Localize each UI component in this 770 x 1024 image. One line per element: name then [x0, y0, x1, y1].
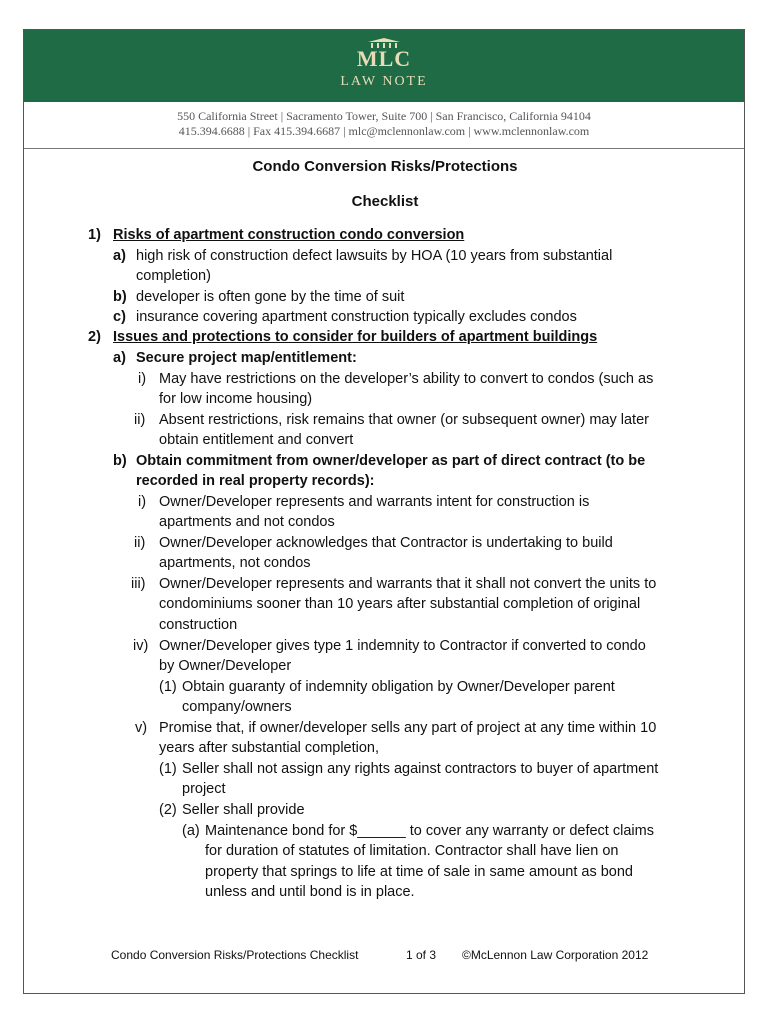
item-2b-iv-label: iv): [133, 638, 149, 654]
item-1a-label: a): [113, 248, 126, 264]
item-2b-label: b): [113, 453, 127, 469]
item-2a-i-label: i): [138, 371, 147, 387]
item-2b-i-text-2: apartments and not condos: [159, 514, 335, 530]
item-1c-label: c): [113, 309, 126, 325]
footer-document-name: Condo Conversion Risks/Protections Checklist: [111, 948, 359, 962]
item-1a-text-2: completion): [136, 268, 211, 284]
item-2b-v-2-text: Seller shall provide: [182, 802, 305, 818]
item-2b-heading-1: Obtain commitment from owner/developer as part of direct contract (to be: [136, 453, 646, 469]
item-2b-v-2a-label: (a): [182, 823, 200, 839]
firm-address: [24, 109, 744, 139]
item-2b-v-2a-text-1: Maintenance bond for $______ to cover any warranty or defect claims: [205, 823, 654, 839]
brand-subtitle: LAW NOTE: [340, 74, 428, 89]
item-2a-ii-text-2: obtain entitlement and convert: [159, 432, 354, 448]
item-2b-iii-text-3: construction: [159, 617, 238, 633]
item-2a-i-text-2: for low income housing): [159, 391, 313, 407]
item-2a-heading: Secure project map/entitlement:: [136, 350, 357, 366]
item-2b-v-1-text-1: Seller shall not assign any rights against contractors to buyer of apartment: [182, 761, 659, 777]
address-line-1: 550 California Street | Sacramento Tower, Suite 700 | San Francisco, California 94104: [177, 109, 591, 123]
document-title: Condo Conversion Risks/Protections: [252, 158, 518, 175]
item-1b-label: b): [113, 289, 127, 305]
item-2b-iv-text-2: by Owner/Developer: [159, 658, 292, 674]
brand-name: MLC: [356, 46, 412, 71]
item-2b-iii-text-1: Owner/Developer represents and warrants that it shall not convert the units to: [159, 576, 657, 592]
item-2b-ii-text-2: apartments, not condos: [159, 555, 311, 571]
item-2b-iv-1-label: (1): [159, 679, 177, 695]
item-2a-label: a): [113, 350, 126, 366]
header-banner: [24, 30, 744, 102]
item-2a-ii-text-1: Absent restrictions, risk remains that owner (or subsequent owner) may later: [159, 412, 649, 428]
item-2b-v-2a-text-2: for duration of statutes of limitation. Contractor shall have lien on: [205, 843, 619, 859]
address-line-2: 415.394.6688 | Fax 415.394.6687 | mlc@mclennonlaw.com | www.mclennonlaw.com: [178, 124, 590, 138]
item-2b-ii-label: ii): [134, 535, 146, 551]
item-2b-iv-1-text-2: company/owners: [182, 699, 292, 715]
item-2b-v-label: v): [135, 720, 148, 736]
item-2b-heading-2: recorded in real property records):: [136, 473, 375, 489]
item-2b-v-1-label: (1): [159, 761, 177, 777]
item-2b-iv-1-text-1: Obtain guaranty of indemnity obligation by Owner/Developer parent: [182, 679, 615, 695]
item-1b-text: developer is often gone by the time of suit: [136, 289, 405, 305]
mlc-logo: [24, 30, 744, 102]
section-1-number: 1): [88, 227, 101, 243]
section-2-heading: Issues and protections to consider for builders of apartment buildings: [113, 329, 598, 345]
item-2b-iii-label: iii): [131, 576, 146, 592]
item-2b-v-2a-text-3: property that springs to life at time of sale in same amount as bond: [205, 864, 633, 880]
item-2b-v-text-1: Promise that, if owner/developer sells any part of project at any time within 10: [159, 720, 657, 736]
header-divider: [24, 148, 744, 149]
item-2b-ii-text-1: Owner/Developer acknowledges that Contractor is undertaking to build: [159, 535, 613, 551]
section-1-heading: Risks of apartment construction condo conversion: [113, 227, 465, 243]
footer-copyright: ©McLennon Law Corporation 2012: [462, 948, 649, 962]
item-1a-text-1: high risk of construction defect lawsuits by HOA (10 years from substantial: [136, 248, 613, 264]
footer-page-number: 1 of 3: [406, 948, 437, 962]
item-2b-iii-text-2: condominiums sooner than 10 years after substantial completion of original: [159, 596, 641, 612]
item-1c-text: insurance covering apartment construction typically excludes condos: [136, 309, 577, 325]
item-2a-ii-label: ii): [134, 412, 146, 428]
document-subtitle: Checklist: [351, 193, 419, 210]
item-2b-i-label: i): [138, 494, 147, 510]
item-2a-i-text-1: May have restrictions on the developer’s ability to convert to condos (such as: [159, 371, 654, 387]
item-2b-v-2a-text-4: unless and until bond is in place.: [205, 884, 415, 900]
item-2b-iv-text-1: Owner/Developer gives type 1 indemnity to Contractor if converted to condo: [159, 638, 646, 654]
item-2b-v-text-2: years after substantial completion,: [159, 740, 380, 756]
item-2b-v-1-text-2: project: [182, 781, 226, 797]
section-2-number: 2): [88, 329, 101, 345]
item-2b-v-2-label: (2): [159, 802, 177, 818]
item-2b-i-text-1: Owner/Developer represents and warrants intent for construction is: [159, 494, 590, 510]
